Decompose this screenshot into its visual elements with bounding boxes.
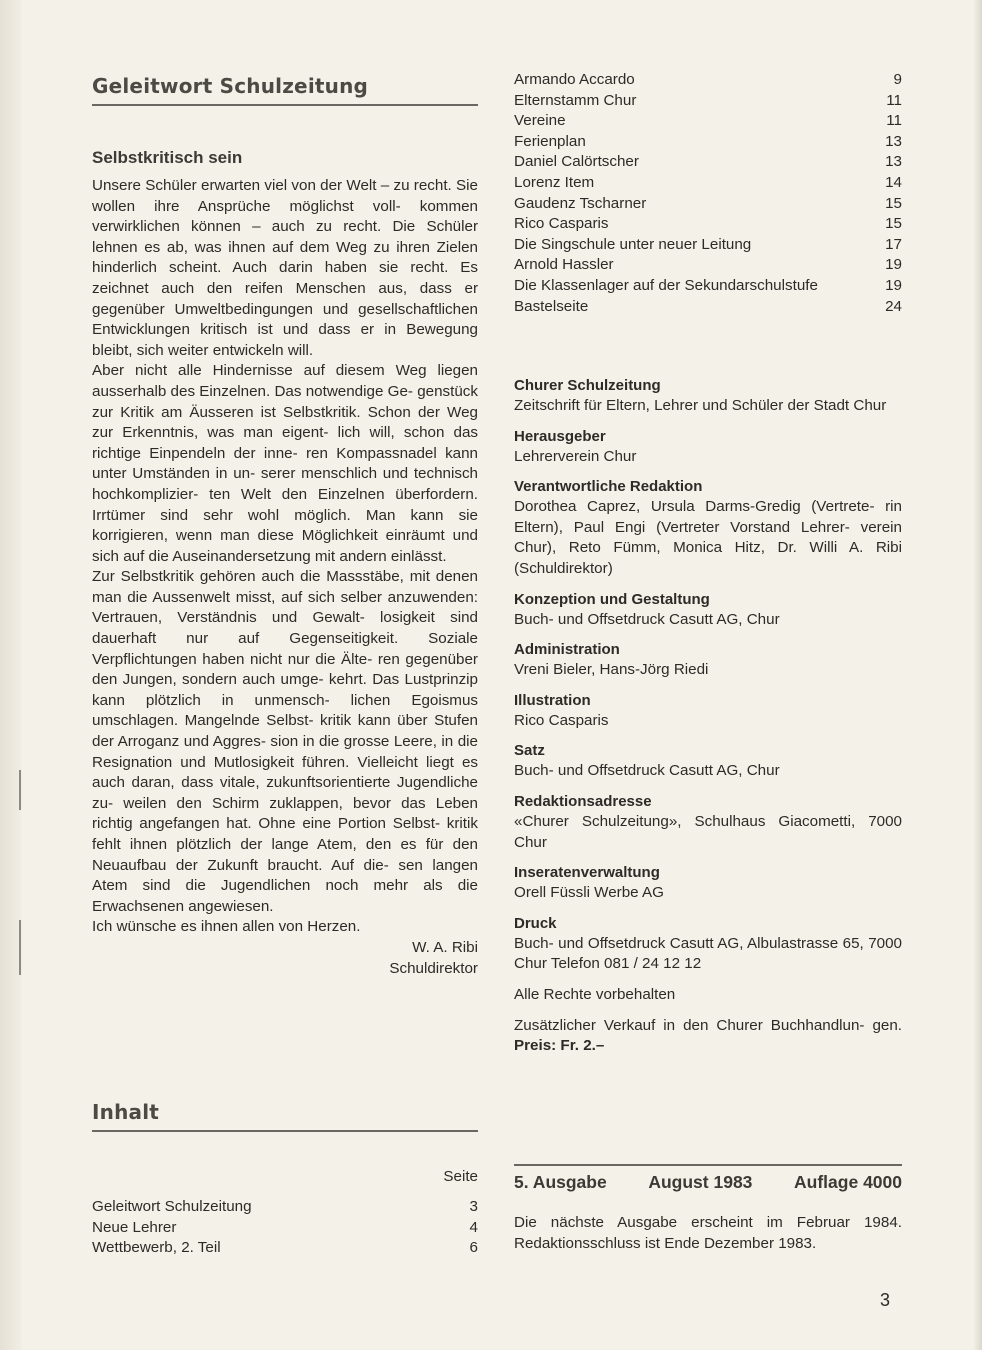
toc-page: 4 xyxy=(469,1218,478,1236)
signature-name: W. A. Ribi xyxy=(412,938,478,956)
issue-number: 5. Ausgabe xyxy=(514,1172,607,1192)
toc-continued xyxy=(514,70,902,317)
impressum-label: Inseratenverwaltung xyxy=(514,864,660,882)
toc-page: 3 xyxy=(469,1198,478,1215)
heading-rule xyxy=(92,1130,478,1132)
impressum-label: Redaktionsadresse xyxy=(514,792,652,810)
toc-item xyxy=(514,132,902,153)
toc-item xyxy=(514,152,902,173)
impressum-block xyxy=(514,863,902,904)
impressum-label: Druck xyxy=(514,914,557,932)
toc-title: Die Singschule unter neuer Leitung xyxy=(514,235,752,253)
impressum-label: Churer Schulzeitung xyxy=(514,377,661,394)
sale-text: Zusätzlicher Verkauf in den Churer Buchhandlun- gen. xyxy=(514,1016,902,1034)
toc-item xyxy=(514,173,902,194)
impressum-text: Lehrerverein Chur xyxy=(514,447,637,465)
signature-title: Schuldirektor xyxy=(389,959,478,977)
toc-item xyxy=(92,1238,478,1259)
impressum-text: Buch- und Offsetdruck Casutt AG, Chur xyxy=(514,762,780,780)
toc-item xyxy=(514,255,902,276)
toc-item xyxy=(514,91,902,112)
toc-item xyxy=(514,70,902,91)
inhalt-heading: Inhalt xyxy=(92,1100,160,1124)
impressum-block xyxy=(514,914,902,975)
toc-page: 24 xyxy=(885,297,902,315)
margin-mark xyxy=(19,920,21,975)
impressum-text: Buch- und Offsetdruck Casutt AG, Chur xyxy=(514,610,780,628)
impressum-label: Administration xyxy=(514,641,620,659)
price-label: Preis: Fr. 2.– xyxy=(514,1037,605,1055)
toc-title: Die Klassenlager auf der Sekundarschulstufe xyxy=(514,276,818,294)
impressum-label: Herausgeber xyxy=(514,427,606,445)
impressum-label: Satz xyxy=(514,742,545,760)
toc-title: Neue Lehrer xyxy=(92,1218,177,1236)
toc-item xyxy=(92,1197,478,1218)
impressum-text: Orell Füssli Werbe AG xyxy=(514,884,664,902)
toc-page: 13 xyxy=(885,153,902,171)
impressum-label: Verantwortliche Redaktion xyxy=(514,478,703,496)
impressum-block xyxy=(514,741,902,782)
impressum xyxy=(514,376,902,1057)
toc-title: Armando Accardo xyxy=(514,71,635,88)
impressum-text: Buch- und Offsetdruck Casutt AG, Albulastrasse 65, 7000 Chur Telefon 081 / 24 12 12 xyxy=(514,934,902,973)
impressum-block xyxy=(514,477,902,579)
issue-date: August 1983 xyxy=(648,1172,753,1192)
margin-mark xyxy=(19,770,21,810)
toc-title: Ferienplan xyxy=(514,132,586,150)
toc-item xyxy=(514,214,902,235)
page-gutter-right xyxy=(974,0,982,1350)
paragraph: Unsere Schüler erwarten viel von der Welt – zu recht. Sie wollen ihre Ansprüche möglichst voll- kommen verwirklichen können – auch zu recht. Die Schüler lehnen es ab, was ihnen auf dem Weg zu ihren Zielen hinderlich scheint. Auch darin haben sie recht. Es zeichnet auch den reifen Menschen aus, dass er gegenüber Umweltbedingungen und gesellschaftlichen Entwicklungen kritisch ist und dass er in Bewegung bleibt, sich weiter entwickeln will. xyxy=(92,177,478,359)
heading-rule xyxy=(92,104,478,106)
toc-title: Lorenz Item xyxy=(514,173,595,191)
inhalt-section xyxy=(92,1100,478,1259)
page-gutter-left xyxy=(0,0,22,1350)
geleitwort-heading: Geleitwort Schulzeitung xyxy=(92,74,369,98)
toc-item xyxy=(514,297,902,318)
toc-title: Wettbewerb, 2. Teil xyxy=(92,1239,221,1257)
issue-circulation: Auflage 4000 xyxy=(794,1172,902,1192)
impressum-text: «Churer Schulzeitung», Schulhaus Giacometti, 7000 Chur xyxy=(514,812,902,851)
impressum-block xyxy=(514,691,902,732)
impressum-label: Konzeption und Gestaltung xyxy=(514,590,710,608)
toc-item xyxy=(514,235,902,256)
toc-title: Rico Casparis xyxy=(514,215,609,233)
toc-title: Geleitwort Schulzeitung xyxy=(92,1198,252,1215)
toc-page: 11 xyxy=(886,91,902,109)
impressum-label: Illustration xyxy=(514,691,591,709)
toc-item xyxy=(514,194,902,215)
toc-page: 19 xyxy=(885,256,902,274)
seite-label: Seite xyxy=(443,1168,478,1185)
sale-notice xyxy=(514,1016,902,1057)
toc-page: 17 xyxy=(885,235,902,253)
toc-title: Arnold Hassler xyxy=(514,256,614,274)
impressum-text: Vreni Bieler, Hans-Jörg Riedi xyxy=(514,661,709,679)
issue-info xyxy=(514,1164,902,1254)
toc-page: 19 xyxy=(885,276,902,294)
toc-page: 15 xyxy=(885,215,902,233)
toc-page: 15 xyxy=(885,194,902,212)
issue-line xyxy=(514,1164,902,1193)
toc-page: 13 xyxy=(885,132,902,150)
toc-title: Bastelseite xyxy=(514,297,589,315)
impressum-block xyxy=(514,640,902,681)
paragraph: Aber nicht alle Hindernisse auf diesem Weg liegen ausserhalb des Einzelnen. Das notwendige Ge- genstück zur Kritik am Äusseren ist Selbstkritik. Schon der Weg zur Erkenntnis, was man eigent- lich will, schon das richtige Einpendeln der inne- ren Kompassnadel kann unter Umständen in un- serer menschlich und technisch hochkomplizier- ten Welt den Einzelnen überfordern. Irrtümer sind sehr wohl möglich. Man kann sie korrigieren, wenn man diese Möglichkeit einräumt und sich auf die Auseinandersetzung mit andern einlässt. xyxy=(92,362,478,565)
page-number: 3 xyxy=(880,1290,891,1310)
toc-title: Gaudenz Tscharner xyxy=(514,194,647,212)
toc-page: 14 xyxy=(885,173,902,191)
impressum-text: Dorothea Caprez, Ursula Darms-Gredig (Vertrete- rin Eltern), Paul Engi (Vertreter Vorstand Lehrer- verein Chur), Reto Fümm, Monica Hitz, Dr. Willi A. Ribi (Schuldirektor) xyxy=(514,498,902,577)
toc-title: Elternstamm Chur xyxy=(514,91,637,109)
geleitwort-subheading: Selbstkritisch sein xyxy=(92,148,243,167)
toc-title: Daniel Calörtscher xyxy=(514,153,639,171)
impressum-block xyxy=(514,376,902,417)
next-issue-notice: Die nächste Ausgabe erscheint im Februar 1984. Redaktionsschluss ist Ende Dezember 1983. xyxy=(514,1214,902,1252)
impressum-block xyxy=(514,590,902,631)
geleitwort-body xyxy=(92,176,478,938)
toc-page: 9 xyxy=(893,71,902,88)
toc-item xyxy=(514,276,902,297)
geleitwort-section xyxy=(92,74,478,979)
impressum-text: Zeitschrift für Eltern, Lehrer und Schüler der Stadt Chur xyxy=(514,397,887,414)
toc-item xyxy=(514,111,902,132)
paragraph: Ich wünsche es ihnen allen von Herzen. xyxy=(92,918,361,936)
impressum-text: Rico Casparis xyxy=(514,711,609,729)
toc-page: 6 xyxy=(469,1239,478,1257)
toc-item xyxy=(92,1218,478,1239)
toc-list xyxy=(92,1197,478,1259)
rights-notice: Alle Rechte vorbehalten xyxy=(514,985,676,1003)
impressum-block xyxy=(514,427,902,468)
paragraph: Zur Selbstkritik gehören auch die Massstäbe, mit denen man die Aussenwelt misst, auf sich selber anzuwenden: Vertrauen, Verständnis und Gewalt- losigkeit sind dauerhaft nur auf Gegenseitigkeit. Soziale Verpflichtungen haben nicht nur die Älte- ren gegenüber den Jungen, sondern auch umge- kehrt. Das Lustprinzip kann plötzlich in unmensch- lichen Egoismus umschlagen. Mangelnde Selbst- kritik kann über Stufen der Arroganz und Aggres- sion in die grosse Leere, in die Resignation und Mutlosigkeit führen. Vielleicht liegt es auch daran, dass vitale, zukunftsorientierte Jugendliche zu- weilen den Schirm zuklappen, bevor das Leben richtig angefangen hat. Ohne eine Portion Selbst- kritik fehlt ihnen plötzlich der lange Atem, den es für den Neuaufbau der Zukunft braucht. Auf die- sen langen Atem sind die Jugendlichen noch mehr als die Erwachsenen angewiesen. xyxy=(92,568,478,915)
impressum-block xyxy=(514,792,902,853)
toc-title: Vereine xyxy=(514,112,566,130)
toc-page: 11 xyxy=(886,112,902,130)
